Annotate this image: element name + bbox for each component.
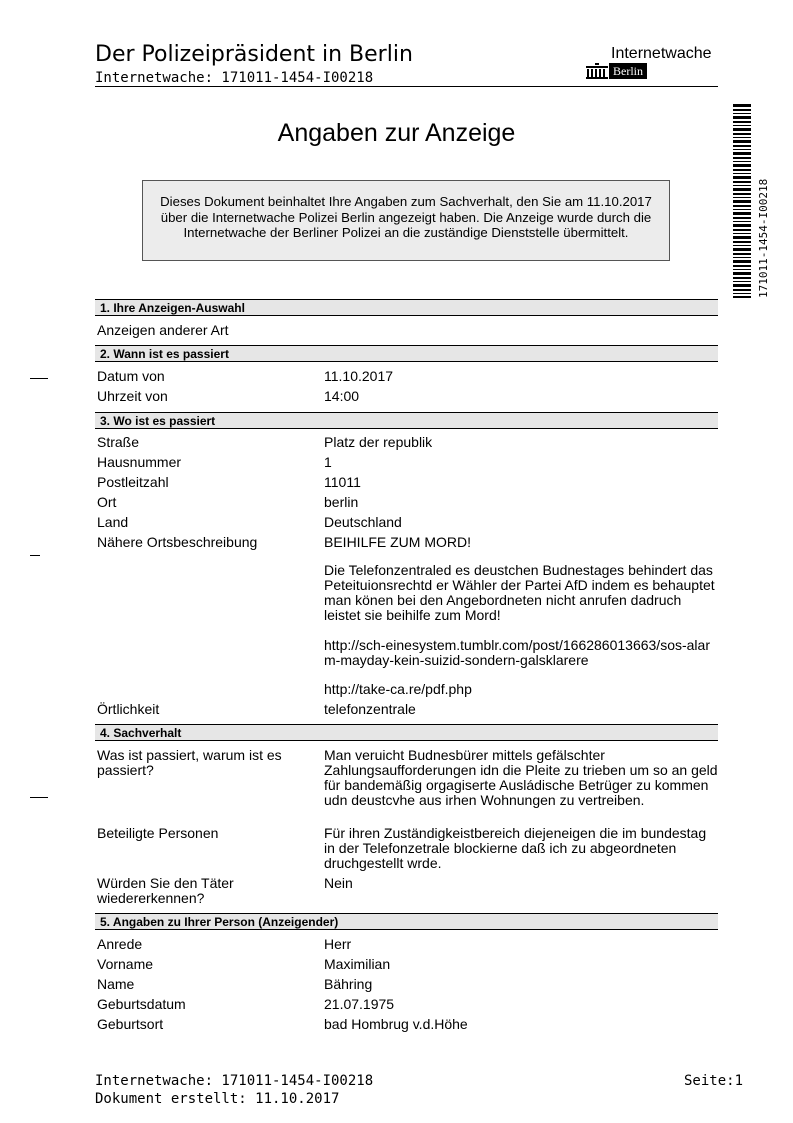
field-value: telefonzentrale xyxy=(324,701,416,717)
header-divider xyxy=(95,86,718,87)
field-label: Postleitzahl xyxy=(97,474,169,490)
field-value: 1 xyxy=(324,454,332,470)
info-notice xyxy=(142,180,670,261)
field-label: Beteiligte Personen xyxy=(97,825,219,841)
fold-mark xyxy=(30,797,48,798)
field-label: Hausnummer xyxy=(97,454,182,470)
field-label: Land xyxy=(97,514,129,530)
field-label: Vorname xyxy=(97,956,154,972)
field-label: Was ist passiert, warum ist es passiert? xyxy=(97,747,282,778)
field-value: Deutschland xyxy=(324,514,402,530)
section-header-facts: 4. Sachverhalt xyxy=(95,724,718,741)
field-value: 21.07.1975 xyxy=(324,996,395,1012)
field-value: Man veruicht Budnesbürer mittels gefälschter Zahlungsaufforderungen idn die Pleite zu trieben um so an geld für bandemäßig orgagiserte Ausládische Betrüger zu kommen udn deustcvhe aus irhen Wohnungen zu vertreiben. xyxy=(324,747,718,808)
fold-mark xyxy=(30,378,48,379)
section-header-when: 2. Wann ist es passiert xyxy=(95,345,718,362)
logo-text: Internetwache xyxy=(611,45,712,62)
field-value: Herr xyxy=(324,936,352,952)
field-label: Straße xyxy=(97,434,140,450)
field-value: bad Hombrug v.d.Höhe xyxy=(324,1016,468,1032)
section-header-selection: 1. Ihre Anzeigen-Auswahl xyxy=(95,299,718,316)
field-value: Für ihren Zuständigkeistbereich diejeneigen die im bundestag in der Telefonzetrale blockierne daß ich zu abgeordneten druchgestellt wrde. xyxy=(324,825,707,871)
page-header-reference: Internetwache: 171011-1454-I00218 xyxy=(95,70,374,86)
section-header-where: 3. Wo ist es passiert xyxy=(95,412,718,429)
field-label: Anrede xyxy=(97,936,143,952)
field-value-link: http://sch-einesystem.tumblr.com/post/166286013663/sos-alarm-mayday-kein-suizid-sondern-galsklarere xyxy=(324,637,710,668)
info-notice-text: Dieses Dokument beinhaltet Ihre Angaben zum Sachverhalt, den Sie am 11.10.2017 über die Internetwache Polizei Berlin angezeigt haben. Die Anzeige wurde durch die Internetwache der Berliner Polizei an die zuständige Dienststelle übermittelt. xyxy=(160,194,652,240)
barcode-label: 171011-1454-I00218 xyxy=(757,178,770,298)
field-label: Ort xyxy=(97,494,117,510)
field-value-paragraph: Die Telefonzentraled es deustchen Budnestages behindert das Peteituionsrechtd er Wähler der Partei AfD indem es behauptet man könen bei den Angebordneten nicht anrufen dadruch leistet sie beihilfe zum Mord! xyxy=(324,562,715,623)
field-label: Geburtsdatum xyxy=(97,996,186,1012)
footer-reference: Internetwache: 171011-1454-I00218 xyxy=(95,1073,374,1089)
fold-mark xyxy=(30,555,40,556)
field-label: Örtlichkeit xyxy=(97,701,160,717)
field-value-link: http://take-ca.re/pdf.php xyxy=(324,681,472,697)
page-number: Seite:1 xyxy=(684,1073,744,1089)
field-value: Platz der republik xyxy=(324,434,433,450)
field-value: 11.10.2017 xyxy=(324,368,394,384)
selection-value: Anzeigen anderer Art xyxy=(97,322,229,338)
field-value: 11011 xyxy=(324,474,361,490)
page-header-title: Der Polizeipräsident in Berlin xyxy=(95,42,413,67)
field-label: Uhrzeit von xyxy=(97,388,168,404)
field-label: Datum von xyxy=(97,368,165,384)
field-label: Geburtsort xyxy=(97,1016,164,1032)
field-label: Nähere Ortsbeschreibung xyxy=(97,534,258,550)
field-label: Würden Sie den Täter wiedererkennen? xyxy=(97,875,234,906)
field-value: 14:00 xyxy=(324,388,360,404)
field-value: BEIHILFE ZUM MORD! xyxy=(324,534,472,550)
brandenburg-gate-icon xyxy=(586,63,610,79)
footer-created-date: Dokument erstellt: 11.10.2017 xyxy=(95,1091,340,1107)
field-value: berlin xyxy=(324,494,359,510)
field-value: Bähring xyxy=(324,976,373,992)
berlin-logo xyxy=(586,63,648,81)
logo-badge: Berlin xyxy=(609,63,647,79)
document-title: Angaben zur Anzeige xyxy=(277,119,516,147)
field-value: Nein xyxy=(324,875,353,891)
section-header-person: 5. Angaben zu Ihrer Person (Anzeigender) xyxy=(95,913,718,930)
field-label: Name xyxy=(97,976,135,992)
field-value: Maximilian xyxy=(324,956,391,972)
